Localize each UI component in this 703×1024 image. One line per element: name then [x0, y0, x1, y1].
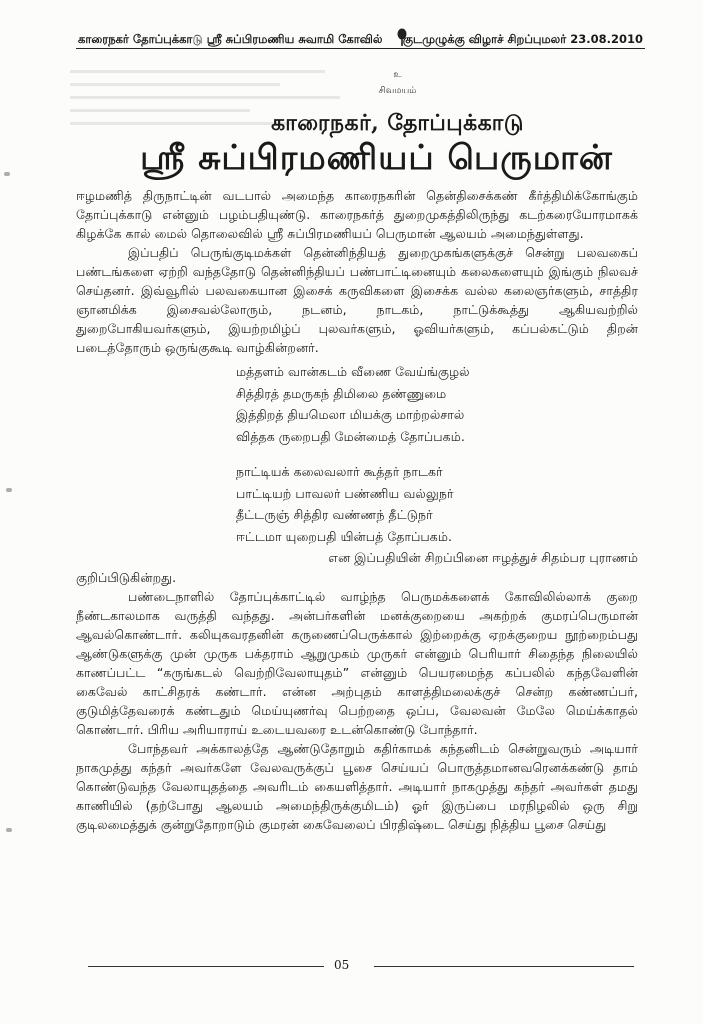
invocation-sivamayam: சிவமயம்	[378, 86, 417, 96]
footer-rule-left	[88, 966, 324, 967]
invocation-symbol: உ	[393, 70, 402, 80]
verse-line: மத்தளம் வான்கடம் வீணை வேய்ங்குழல்	[236, 364, 470, 379]
header-divider	[76, 48, 645, 49]
paragraph-3: பண்டைநாளில் தோப்புக்காட்டில் வாழ்ந்த பெருமக்களைக் கோவிலில்லாக் குறை நீண்டகாலமாக வருத்தி வந்தது. அன்பர்களின் மனக்குறையை அகற்றக் குமரப்பெருமான் ஆவல்கொண்டார். கலியுகவரதனின் கருணைப்பெருக்கால் இற்றைக்கு ஏறக்குறைய நூற்றைம்பது ஆண்டுகளுக்கு முன் முருக பக்தராம் ஆறுமுகம் முருகர் என்னும் பெரியார் சிதைந்த நிலையில் காணப்பட்ட “கருங்கடல் வெற்றிவேலாயுதம்” என்னும் பெயரமைந்த கப்பலில் கந்தவேளின் கைவேல் காட்சிதரக் கண்டார். என்ன அற்புதம் காளத்திமலைக்குச் சென்ற கண்ணப்பர், குடுமித்தேவரைக் கண்டதும் மெய்யுணர்வு பெற்றதை ஒப்ப, வேலவன் மேலே மெய்க்காதல் கொண்டார். பிரிய அரியாராய் உடையவரை உடன்கொண்டு போந்தார்.	[76, 589, 638, 737]
verse-attribution-continued: குறிப்பிடுகின்றது.	[76, 570, 177, 585]
verse-attribution: என இப்பதியின் சிறப்பினை ஈழத்துச் சிதம்பர புராணம்	[328, 550, 638, 565]
verse-stanza-1	[236, 361, 638, 447]
scan-mark	[4, 172, 10, 176]
header-left-title: காரைநகர் தோப்புக்காடு ஸ்ரீ சுப்பிரமணிய சுவாமி கோவில்	[78, 32, 383, 46]
scan-mark	[6, 828, 12, 832]
paragraph-4: போந்தவர் அக்காலத்தே ஆண்டுதோறும் கதிர்காமக் கந்தனிடம் சென்றுவரும் அடியார் நாகமுத்து கந்தர் அவர்களே வேலவருக்குப் பூசை செய்யப் பொருத்தமானவரெனக்கண்டு தாம் கொண்டுவந்த வேலாயுதத்தை அவரிடம் கையளித்தார். அடியார் நாகமுத்து கந்தர் அவர்கள் தமது காணியில் (தற்போது ஆலயம் அமைந்திருக்குமிடம்) ஓர் இருப்பை மரநிழலில் ஒரு சிறு குடிலமைத்துக் குன்றுதோறாடும் குமரன் கைவேலைப் பிரதிஷ்டை செய்து நித்திய பூசை செய்து	[76, 741, 638, 832]
running-header	[78, 28, 643, 50]
header-right-title: குடமுழுக்கு விழாச் சிறப்புமலர் 23.08.2010	[402, 32, 643, 46]
article-body	[76, 186, 638, 834]
verse-stanza-2	[236, 461, 638, 547]
verse-line: வித்தக ருறைபதி மேன்மைத் தோப்பகம்.	[236, 428, 465, 444]
verse-line: ஈட்டமா யுறைபதி யின்பத் தோப்பகம்.	[236, 528, 453, 544]
verse-line: பாட்டியற் பாவலர் பண்ணிய வல்லுநர்	[236, 485, 454, 501]
verse-line: நாட்டியக் கலைவலார் கூத்தர் நாடகர்	[236, 464, 443, 479]
verse-line: சித்திரத் தமருகந் திமிலை தண்ணுமை	[236, 385, 447, 401]
footer-rule-right	[374, 966, 634, 967]
scan-mark	[6, 488, 12, 492]
paragraph-2: இப்பதிப் பெருங்குடிமக்கள் தென்னிந்தியத் துறைமுகங்களுக்குச் சென்று பலவகைப் பண்டங்களை ஏற்றி வந்ததோடு தென்னிந்தியப் பண்பாட்டினையும் கலைகளையும் இங்கும் நிலவச் செய்தனர். இவ்வூரில் பலவகையான இசைக் கருவிகளை இசைக்க வல்ல கலைஞர்களும், சாத்திர ஞானமிக்க இசைவல்லோரும், நடனம், நாடகம், நாட்டுக்கூத்து ஆகியவற்றில் துறைபோகியவர்களும், இயற்றமிழ்ப் புலவர்களும், ஓவியர்களும், கப்பல்கட்டும் திறன் படைத்தோரும் ஒருங்குகூடி வாழ்கின்றனர்.	[76, 245, 638, 355]
verse-line: தீட்டருஞ் சித்திர வண்ணந் தீட்டுநர்	[236, 507, 433, 522]
article-title: ஸ்ரீ சுப்பிரமணியப் பெருமான்	[140, 138, 613, 178]
page-number: 05	[334, 958, 350, 972]
paragraph-1: ஈழமணித் திருநாட்டின் வடபால் அமைந்த காரைநகரின் தென்திசைக்கண் கீர்த்திமிக்கோங்கும் தோப்புக்காடு என்னும் பழம்பதியுண்டு. காரைநகர்த் துறைமுகத்திலிருந்து கடற்கரையோரமாகக் கிழக்கே கால் மைல் தொலைவில் ஸ்ரீ சுப்பிரமணியப் பெருமான் ஆலயம் அமைந்துள்ளது.	[76, 188, 638, 241]
verse-line: இத்திறத் தியமெலா மியக்கு மாற்றல்சால்	[236, 407, 465, 422]
article-subtitle: காரைநகர், தோப்புக்காடு	[271, 110, 524, 136]
